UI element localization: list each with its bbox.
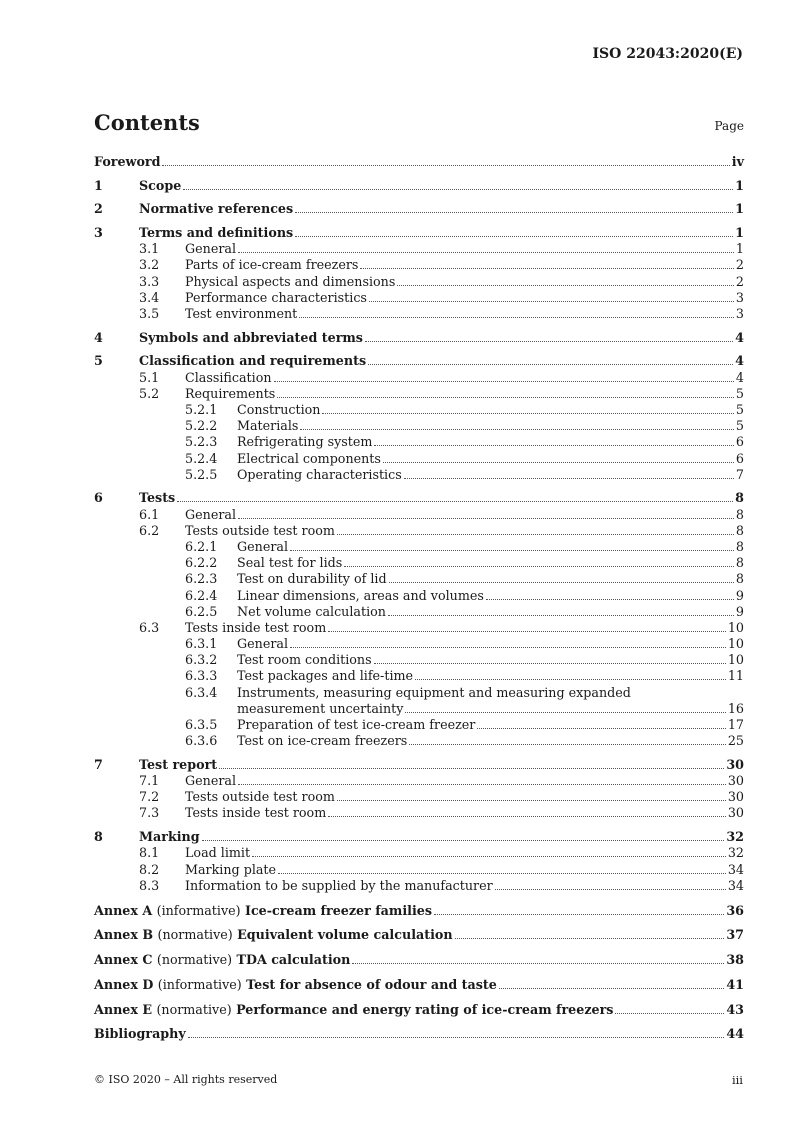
toc-entry-page: 16 (727, 700, 744, 716)
toc-entry-title: Tests outside test room (185, 522, 335, 538)
toc-entry-number: 6.2.3 (185, 571, 218, 587)
annex-title: Test for absence of odour and taste (246, 977, 497, 993)
toc-entry-page: 9 (735, 587, 744, 603)
toc-entry-title: Marking plate (185, 861, 277, 877)
toc-entry-page: 44 (726, 1025, 744, 1041)
dot-leader (328, 805, 726, 817)
toc-entry-page: 2 (735, 273, 744, 289)
dot-leader (369, 290, 734, 302)
toc-entry-page: 36 (726, 902, 744, 918)
toc-entry-number: 5.2.1 (185, 401, 218, 417)
dot-leader (374, 434, 733, 446)
copyright-notice: © ISO 2020 – All rights reserved (94, 1073, 278, 1086)
toc-entry-page: 5 (735, 401, 744, 417)
toc-entry[interactable] (94, 878, 744, 894)
toc-entry-page: 1 (735, 241, 744, 257)
toc-entry-page: 10 (727, 636, 744, 652)
annex-kind: (normative) (157, 927, 233, 943)
toc-entry-page: 3 (735, 289, 744, 305)
toc-entry-title (94, 952, 351, 968)
dot-leader (409, 733, 726, 745)
dot-leader (365, 330, 733, 342)
toc-entry-page: 30 (727, 773, 744, 789)
dot-leader (337, 789, 726, 801)
toc-entry-title: Information to be supplied by the manufacturer (185, 877, 493, 893)
toc-entry[interactable] (94, 386, 744, 402)
annex-label: Annex C (94, 952, 153, 968)
dot-leader (295, 225, 733, 237)
toc-entry-number: 3.1 (139, 241, 160, 257)
toc-entry-page: 30 (726, 756, 744, 772)
annex-kind: (normative) (156, 952, 233, 968)
toc-entry-title: Preparation of test ice-cream freezer (237, 717, 476, 732)
toc-entry-number: 8.1 (139, 845, 160, 861)
toc-entry[interactable] (94, 418, 744, 434)
toc-entry[interactable] (94, 370, 744, 386)
annex-kind: (informative) (157, 977, 242, 993)
toc-entry-page: 43 (726, 1002, 744, 1018)
dot-leader (434, 903, 724, 915)
toc-entry-page: 41 (726, 977, 744, 993)
dot-leader (477, 717, 726, 729)
toc-entry-page: 30 (727, 789, 744, 805)
toc-entry[interactable] (94, 668, 744, 684)
toc-entry-number: 7.2 (139, 789, 160, 805)
dot-leader (352, 952, 724, 964)
toc-entry[interactable] (94, 434, 744, 450)
toc-entry-title: General (237, 538, 289, 554)
toc-entry[interactable] (94, 225, 744, 241)
toc-entry-page: 1 (735, 225, 744, 241)
toc-entry-page: 34 (727, 861, 744, 877)
toc-entry-page: 9 (735, 603, 744, 619)
toc-entry-page: 4 (735, 329, 744, 345)
toc-entry[interactable] (94, 523, 744, 539)
toc-entry[interactable] (94, 636, 744, 652)
toc-entry-page: 8 (735, 555, 744, 571)
toc-entry-number: 4 (94, 329, 103, 345)
toc-entry-page: 17 (727, 717, 744, 732)
toc-entry-title: Bibliography (94, 1025, 186, 1041)
toc-entry-title: Test environment (185, 306, 298, 321)
toc-entry[interactable] (94, 845, 744, 861)
toc-entry-title: Terms and definitions (139, 225, 294, 241)
toc-entry-number: 6.2.4 (185, 587, 218, 603)
dot-leader (404, 467, 734, 479)
toc-entry-page: 32 (727, 845, 744, 861)
dot-leader (337, 523, 734, 535)
toc-entry-title: Tests outside test room (185, 789, 335, 805)
toc-entry-title: Refrigerating system (237, 434, 373, 450)
toc-entry[interactable] (94, 903, 744, 919)
toc-entry[interactable] (94, 952, 744, 968)
toc-entry-title: Performance characteristics (185, 289, 367, 305)
toc-entry[interactable] (94, 178, 744, 194)
toc-entry-title: Test on durability of lid (237, 571, 387, 587)
page-title: Contents (94, 110, 200, 135)
annex-label: Annex D (94, 977, 154, 993)
toc-entry-title (94, 977, 498, 993)
toc-entry-title: General (185, 506, 237, 522)
toc-entry-page: iv (731, 154, 744, 169)
dot-leader (202, 829, 725, 841)
toc-entry[interactable] (94, 1002, 744, 1018)
toc-entry-page: 38 (726, 952, 744, 968)
toc-entry-number: 6.3.1 (185, 636, 218, 652)
toc-entry-page: 5 (735, 385, 744, 401)
annex-label: Annex A (94, 902, 153, 918)
toc-entry-number: 6.3.5 (185, 717, 218, 732)
toc-entry[interactable] (94, 490, 744, 506)
toc-entry-title: Tests inside test room (185, 619, 327, 635)
toc-entry-number: 2 (94, 201, 103, 217)
dot-leader (455, 927, 725, 939)
toc-entry-page: 4 (735, 369, 744, 385)
toc-entry-title: Electrical components (237, 450, 381, 466)
toc-entry-title: Physical aspects and dimensions (185, 273, 396, 289)
toc-entry-title: measurement uncertainty (237, 700, 404, 716)
toc-entry-title: Net volume calculation (237, 603, 386, 619)
dot-leader (360, 257, 734, 269)
toc-entry-title: Marking (139, 829, 200, 845)
toc-entry-number: 6.2.5 (185, 603, 218, 619)
toc-entry[interactable] (94, 306, 744, 322)
page-column-label: Page (714, 119, 744, 133)
toc-entry-page: 8 (735, 522, 744, 538)
toc-entry-number: 3 (94, 225, 103, 241)
toc-entry-title: Test packages and life-time (237, 668, 414, 684)
dot-leader (238, 507, 734, 519)
annex-title: Ice-cream freezer families (245, 902, 433, 918)
toc-entry-number: 6.2 (139, 522, 160, 538)
dot-leader (238, 773, 726, 785)
toc-entry[interactable] (94, 539, 744, 555)
toc-entry-number: 6 (94, 490, 103, 506)
dot-leader (183, 178, 733, 190)
toc-entry-number: 8 (94, 829, 103, 845)
toc-entry-page: 8 (735, 506, 744, 522)
toc-entry[interactable] (94, 201, 744, 217)
toc-entry-title: Seal test for lids (237, 555, 343, 571)
annex-title: TDA calculation (236, 952, 351, 968)
toc-entry[interactable] (94, 604, 744, 620)
dot-leader (278, 862, 726, 874)
annex-title: Performance and energy rating of ice-cream freezers (236, 1002, 614, 1018)
toc-entry-number: 7.3 (139, 805, 160, 821)
dot-leader (368, 353, 733, 365)
dot-leader (486, 588, 734, 600)
toc-entry-number: 3.4 (139, 289, 160, 305)
toc-entry-title: Classification (185, 369, 272, 385)
dot-leader (252, 845, 726, 857)
annex-title: Equivalent volume calculation (237, 927, 453, 943)
toc-entry-number: 1 (94, 177, 103, 193)
dot-leader (162, 154, 729, 166)
toc-entry-title: Test report (139, 756, 218, 772)
toc-entry-number: 3.5 (139, 306, 160, 321)
toc-entry[interactable] (94, 507, 744, 523)
toc-entry[interactable] (94, 1026, 744, 1042)
toc-entry[interactable] (94, 257, 744, 273)
toc-entry-title: Linear dimensions, areas and volumes (237, 587, 484, 603)
dot-leader (290, 636, 726, 648)
toc-entry-number: 6.2.1 (185, 538, 218, 554)
toc-entry-number: 6.3 (139, 619, 160, 635)
toc-entry[interactable] (94, 274, 744, 290)
toc-entry-number: 6.2.2 (185, 555, 218, 571)
toc-entry-number: 6.3.4 (185, 684, 218, 700)
toc-entry[interactable] (94, 555, 744, 571)
toc-entry-title: Requirements (185, 385, 276, 401)
toc-entry-page: 37 (726, 927, 744, 943)
toc-entry-title: Foreword (94, 154, 161, 169)
dot-leader (290, 539, 734, 551)
dot-leader (397, 274, 734, 286)
toc-entry-page: 7 (735, 466, 744, 482)
toc-entry-title: Materials (237, 418, 299, 434)
toc-entry-page: 11 (727, 668, 744, 684)
toc-entry-page: 3 (735, 306, 744, 321)
annex-label: Annex E (94, 1002, 153, 1018)
toc-entry[interactable] (94, 402, 744, 418)
document-id: ISO 22043:2020(E) (592, 46, 743, 62)
dot-leader (328, 620, 726, 632)
dot-leader (219, 757, 724, 769)
toc-entry-page: 1 (735, 201, 744, 217)
toc-entry[interactable] (94, 451, 744, 467)
toc-entry-page: 25 (727, 733, 744, 749)
dot-leader (383, 451, 734, 463)
dot-leader (495, 878, 726, 890)
toc-entry-title: Construction (237, 401, 321, 417)
toc-entry-page: 5 (735, 418, 744, 434)
toc-entry[interactable] (94, 757, 744, 773)
dot-leader (615, 1002, 724, 1014)
toc-entry-page: 30 (727, 805, 744, 821)
toc-entry-title: Parts of ice-cream freezers (185, 257, 359, 273)
toc-entry-number: 6.3.3 (185, 668, 218, 684)
toc-entry[interactable] (94, 717, 744, 733)
toc-entry-title: Test room conditions (237, 652, 372, 668)
toc-entry-title: Operating characteristics (237, 466, 402, 482)
toc-entry-number: 6.3.6 (185, 733, 218, 749)
toc-entry[interactable] (94, 571, 744, 587)
toc-entry-page: 8 (735, 571, 744, 587)
page-number: iii (731, 1073, 743, 1087)
toc-entry-title (94, 927, 454, 943)
toc-entry[interactable] (94, 829, 744, 845)
toc-entry[interactable] (94, 977, 744, 993)
dot-leader (238, 241, 734, 253)
dot-leader (405, 701, 725, 713)
toc-entry-title: General (237, 636, 289, 652)
toc-entry-number: 7 (94, 756, 103, 772)
toc-entry[interactable] (94, 241, 744, 257)
toc-entry-page: 6 (735, 434, 744, 450)
annex-kind: (informative) (156, 902, 241, 918)
toc-entry-page: 8 (735, 490, 744, 506)
toc-entry-title: Load limit (185, 845, 251, 861)
toc-entry-page: 10 (727, 652, 744, 668)
toc-entry-title: Normative references (139, 201, 294, 217)
dot-leader (300, 418, 734, 430)
toc-entry[interactable] (94, 789, 744, 805)
toc-entry-page: 1 (735, 177, 744, 193)
toc-entry-page: 8 (735, 538, 744, 554)
table-of-contents (94, 154, 744, 1042)
dot-leader (188, 1026, 725, 1038)
dot-leader (299, 306, 734, 318)
dot-leader (389, 571, 734, 583)
toc-entry[interactable] (94, 733, 744, 749)
toc-entry-number: 5.2.2 (185, 418, 218, 434)
toc-entry-title: Instruments, measuring equipment and measuring expanded (237, 684, 631, 700)
toc-entry-page: 4 (735, 353, 744, 369)
toc-entry-number: 5.2 (139, 385, 160, 401)
dot-leader (499, 977, 725, 989)
dot-leader (344, 555, 734, 567)
toc-entry-number: 8.2 (139, 861, 160, 877)
toc-entry-title: Test on ice-cream freezers (237, 733, 408, 749)
toc-entry[interactable] (94, 862, 744, 878)
toc-entry[interactable] (94, 927, 744, 943)
toc-entry-number: 3.2 (139, 257, 160, 273)
toc-entry-number: 5.1 (139, 369, 160, 385)
toc-entry-title: Tests inside test room (185, 805, 327, 821)
toc-entry-page: 34 (727, 877, 744, 893)
dot-leader (277, 386, 734, 398)
toc-entry[interactable] (94, 773, 744, 789)
toc-entry-number: 5.2.4 (185, 450, 218, 466)
toc-entry-page: 32 (726, 829, 744, 845)
annex-label: Annex B (94, 927, 154, 943)
dot-leader (374, 652, 726, 664)
dot-leader (295, 201, 733, 213)
toc-entry-title (94, 903, 433, 919)
annex-kind: (normative) (156, 1002, 232, 1018)
toc-entry-number: 8.3 (139, 877, 160, 893)
toc-entry-number: 7.1 (139, 773, 160, 789)
dot-leader (388, 604, 734, 616)
toc-entry-number: 5 (94, 353, 103, 369)
toc-entry[interactable] (94, 290, 744, 306)
toc-entry[interactable] (94, 652, 744, 668)
dot-leader (177, 490, 733, 502)
toc-entry[interactable] (94, 805, 744, 821)
toc-entry[interactable] (94, 330, 744, 346)
toc-entry-page: 2 (735, 257, 744, 273)
dot-leader (274, 370, 734, 382)
toc-entry-number: 3.3 (139, 273, 160, 289)
toc-entry-title: Symbols and abbreviated terms (139, 329, 363, 345)
toc-entry-title: General (185, 241, 237, 257)
toc-entry-page: 10 (727, 619, 744, 635)
toc-entry[interactable] (94, 588, 744, 604)
toc-entry-title: Classification and requirements (139, 353, 367, 369)
toc-entry-title (94, 1002, 614, 1018)
dot-leader (415, 668, 726, 680)
toc-entry[interactable] (94, 685, 744, 701)
toc-entry-number: 5.2.5 (185, 466, 218, 482)
toc-entry-title: Scope (139, 177, 182, 193)
toc-entry[interactable] (94, 701, 744, 717)
toc-entry-number: 6.1 (139, 506, 160, 522)
toc-entry-title: Tests (139, 490, 176, 506)
toc-entry-number: 6.3.2 (185, 652, 218, 668)
toc-entry[interactable] (94, 154, 744, 170)
toc-entry-title: General (185, 773, 237, 789)
toc-entry[interactable] (94, 620, 744, 636)
toc-entry[interactable] (94, 353, 744, 369)
toc-entry-page: 6 (735, 450, 744, 466)
dot-leader (322, 402, 733, 414)
toc-entry-number: 5.2.3 (185, 434, 218, 450)
title-row (94, 110, 744, 140)
toc-entry[interactable] (94, 467, 744, 483)
